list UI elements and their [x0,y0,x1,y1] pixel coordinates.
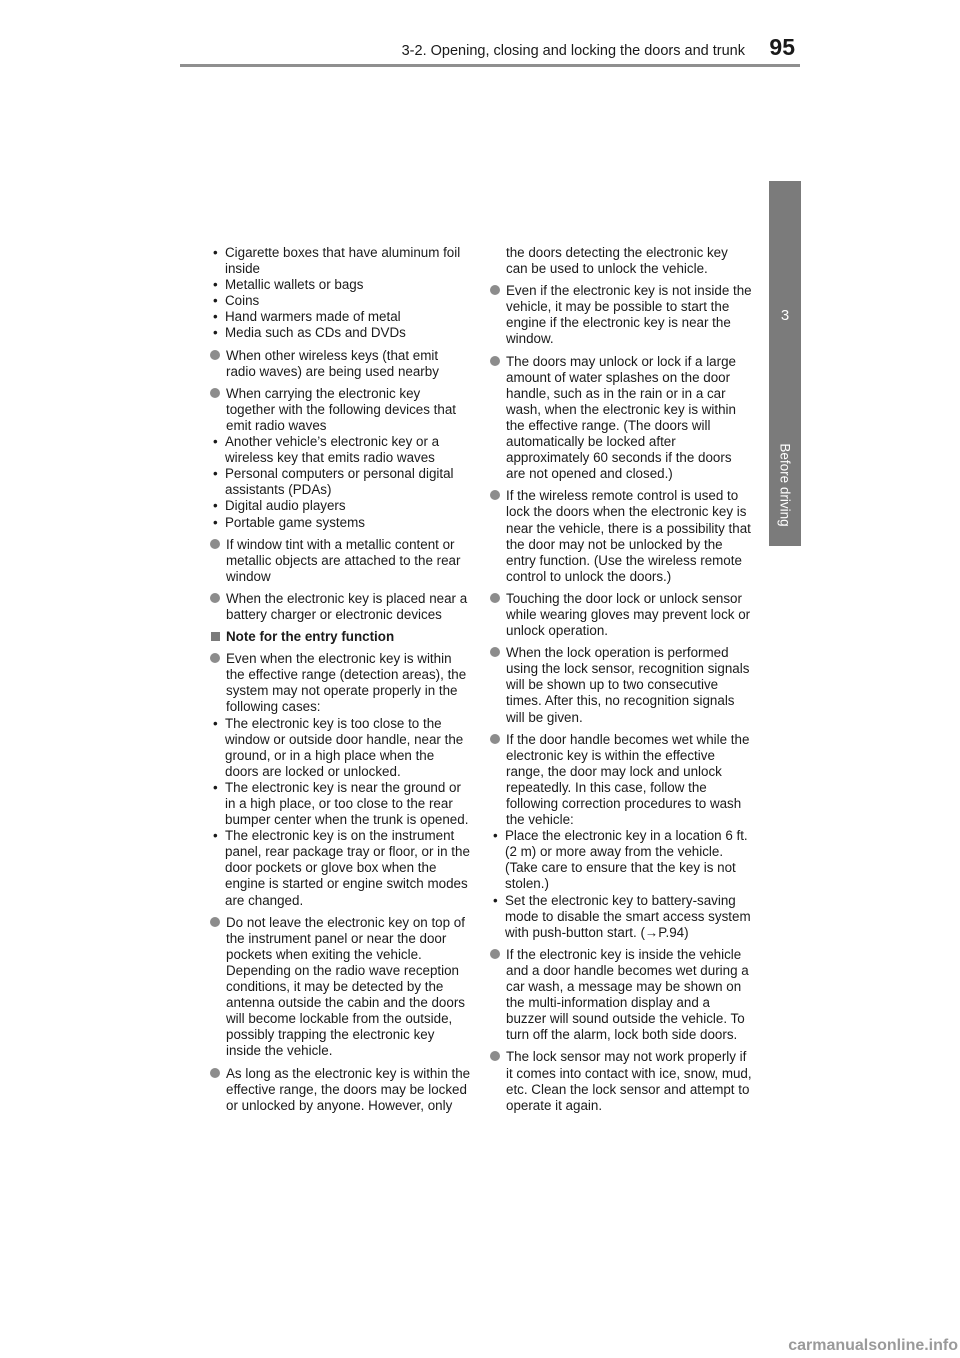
bullet-text: Touching the door lock or unlock sensor while wearing gloves may prevent lock or unlock operation. [506,590,751,639]
header-divider [180,64,800,67]
bullet-text: Even if the electronic key is not inside the vehicle, it may be possible to start the engine if the electronic key is near the window. [506,283,752,347]
list-item: • Place the electronic key in a location 6 ft. (2 m) or more away from the vehicle. (Take care to ensure that the key is not stolen.) [493,828,748,892]
list-item: • The electronic key is on the instrument panel, rear package tray or floor, or in the door pockets or glove box when the engine is started or engine switch modes are changed. [213,828,470,908]
bullet-dot-icon [210,917,220,927]
bullet-text: When other wireless keys (that emit radio waves) are being used nearby [226,347,439,379]
bullet-text: The doors may unlock or lock if a large amount of water splashes on the door handle, such as in the rain or in a car wash, when the electronic key is within the effective range. (The doors will automatically be locked after approximately 60 seconds if the doors are not opened and closed.) [506,353,736,482]
bullet-dot-icon [490,1051,500,1061]
chapter-side-tab [769,181,801,546]
bullet-paragraph [211,915,471,1060]
list-item-text: Set the electronic key to battery-saving mode to disable the smart access system with push-button start. (→P.94) [505,892,751,940]
bullet-dot-icon [210,1068,220,1078]
list-item-text: The electronic key is near the ground or in a high place, or too close to the rear bumper center when the trunk is opened. [225,779,469,828]
bullet-dot-icon [210,388,220,398]
list-item: • The electronic key is too close to the window or outside door handle, near the ground, or in a high place when the doors are locked or unlocked. [213,715,464,779]
list-item-text: Portable game systems [225,514,365,530]
bullet-paragraph [491,488,753,585]
bullet-paragraph [491,1049,753,1113]
chapter-number: 3 [780,307,790,324]
list-item: • Cigarette boxes that have aluminum foil inside [213,245,461,277]
list-item-text: The electronic key is on the instrument panel, rear package tray or floor, or in the door pockets or glove box when the engine is started or engine switch modes are changed. [225,828,470,908]
list-item: • Hand warmers made of metal [213,309,401,325]
bullet-text: If the electronic key is inside the vehicle and a door handle becomes wet during a car wash, a message may be shown on the multi-information display and a buzzer will sound outside the vehicle. To turn off the alarm, lock both side doors. [506,946,749,1043]
bullet-paragraph [491,283,753,347]
bullet-text: Even when the electronic key is within the effective range (detection areas), the system may not operate properly in the following cases: [226,651,467,715]
bullet-paragraph [211,651,471,715]
bullet-text: If the door handle becomes wet while the electronic key is within the effective range, the door may lock and unlock repeatedly. In this case, follow the following correction procedures to wash the vehicle: [506,731,750,828]
bullet-paragraph [211,537,471,585]
list-item-text: Personal computers or personal digital assistants (PDAs) [225,466,454,498]
bullet-dot-icon [210,350,220,360]
list-item: • Another vehicle’s electronic key or a wireless key that emits radio waves [213,434,440,466]
list-item: • Personal computers or personal digital assistants (PDAs) [213,466,454,498]
bullet-paragraph [491,732,753,829]
continued-paragraph [491,245,753,277]
list-item: • Set the electronic key to battery-saving mode to disable the smart access system with push-button start. (→P.94) [493,892,751,940]
list-item-text: Metallic wallets or bags [225,277,364,293]
bullet-text: The lock sensor may not work properly if it comes into contact with ice, snow, mud, etc. Clean the lock sensor and attempt to operate it again. [506,1049,752,1113]
bullet-text: When carrying the electronic key together with the following devices that emit radio waves [226,385,457,433]
bullet-dot-icon [490,949,500,959]
bullet-text: When the electronic key is placed near a battery charger or electronic devices [226,590,468,622]
list-item: • Digital audio players [213,498,346,514]
bullet-text: When the lock operation is performed using the lock sensor, recognition signals will be shown up to two consecutive times. After this, no recognition signals will be given. [506,645,750,725]
bullet-text: Do not leave the electronic key on top of the instrument panel or near the door pockets when exiting the vehicle. Depending on the radio wave reception conditions, it may be detected by the antenna outside the cabin and the doors will become lockable from the outside, possibly trapping the electronic key inside the vehicle. [226,914,465,1059]
bullet-dot-icon [490,285,500,295]
bullet-paragraph [491,947,753,1044]
bullet-paragraph [211,591,471,623]
square-marker-icon [211,632,220,641]
list-item: • Portable game systems [213,514,365,530]
bullet-paragraph [211,386,471,434]
list-item-text: Media such as CDs and DVDs [225,325,406,341]
bullet-paragraph [491,354,753,483]
bullet-text: As long as the electronic key is within the effective range, the doors may be locked or unlocked by anyone. However, only [226,1065,471,1113]
bullet-dot-icon [490,734,500,744]
list-item: • Metallic wallets or bags [213,277,364,293]
list-item-text: Coins [225,293,260,309]
watermark: carmanualsonline.info [788,1337,958,1354]
bullet-dot-icon [490,356,500,366]
list-item: • Coins [213,293,260,309]
bullet-dot-icon [210,653,220,663]
note-heading [211,629,471,645]
bullet-dot-icon [490,490,500,500]
right-column [491,245,753,1114]
list-item-text: Place the electronic key in a location 6 ft. (2 m) or more away from the vehicle. (Take care to ensure that the key is not stolen.) [505,828,748,892]
chapter-label-text: Before driving [778,443,794,527]
bullet-dot-icon [210,539,220,549]
paragraph-text: the doors detecting the electronic key can be used to unlock the vehicle. [506,245,728,277]
chapter-label [769,443,801,527]
bullet-paragraph [211,348,471,380]
bullet-text: If window tint with a metallic content or metallic objects are attached to the rear window [226,536,461,584]
left-column [211,245,471,1114]
bullet-text: If the wireless remote control is used to lock the doors when the electronic key is near the vehicle, there is a possibility that the door may not be unlocked by the entry function. (Use the wireless remote control to unlock the doors.) [506,488,751,584]
bullet-dot-icon [490,593,500,603]
bullet-paragraph [211,1066,471,1114]
list-item-text: Digital audio players [225,498,346,514]
list-item: • The electronic key is near the ground or in a high place, or too close to the rear bumper center when the trunk is opened. [213,779,469,828]
bullet-dot-icon [210,593,220,603]
page-number: 95 [769,34,795,60]
list-item-text: Hand warmers made of metal [225,309,401,325]
bullet-dot-icon [490,647,500,657]
list-item-text: Another vehicle’s electronic key or a wireless key that emits radio waves [225,434,440,466]
bullet-paragraph [491,591,753,639]
bullet-paragraph [491,645,753,725]
list-item-text: Cigarette boxes that have aluminum foil inside [225,245,461,277]
note-heading-text: Note for the entry function [226,629,395,645]
section-title: 3-2. Opening, closing and locking the doors and trunk [401,43,745,59]
list-item: • Media such as CDs and DVDs [213,325,406,341]
list-item-text: The electronic key is too close to the window or outside door handle, near the ground, or in a high place when the doors are locked or unlocked. [225,715,464,779]
